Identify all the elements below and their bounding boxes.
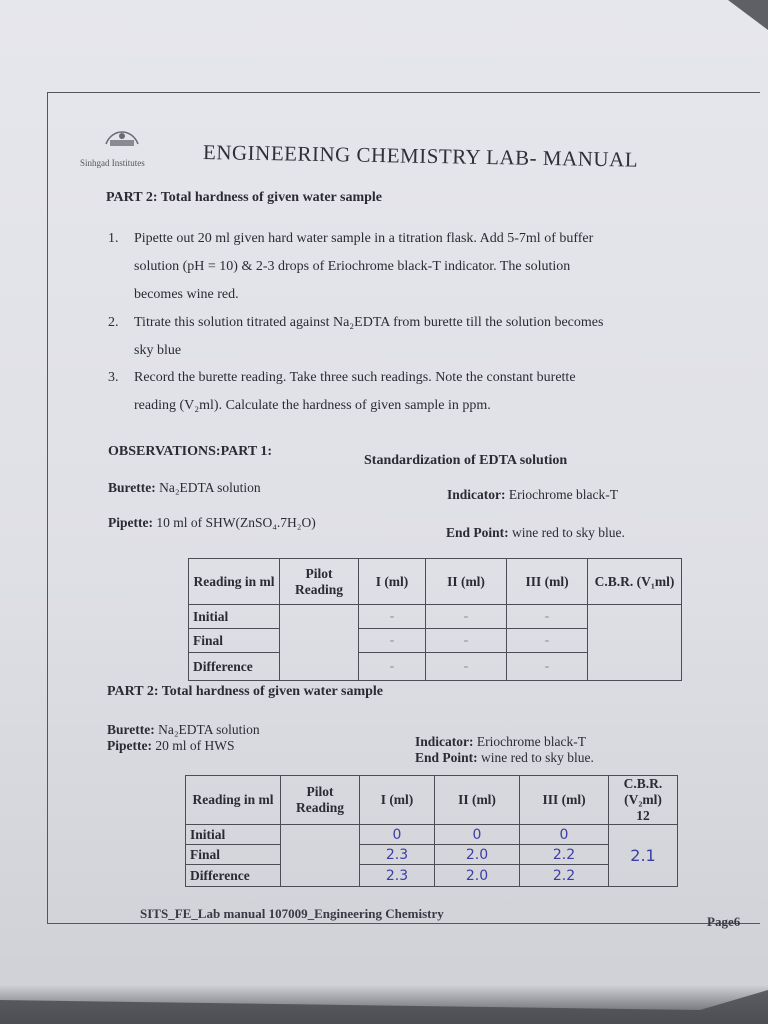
pilot-cell — [281, 825, 360, 887]
institute-logo — [92, 122, 152, 152]
row-label-initial: Initial — [189, 605, 280, 629]
row-label-initial: Initial — [186, 825, 281, 845]
table-header-row — [189, 559, 682, 605]
indicator-value: Eriochrome black-T — [508, 487, 618, 502]
handwritten-cell: 2.2 — [520, 865, 609, 887]
observation-table-1 — [188, 558, 682, 681]
table-cell: - — [507, 605, 588, 629]
burette-label: Burette: — [107, 722, 155, 737]
part2-heading: PART 2: Total hardness of given water sample — [106, 190, 383, 205]
row-label-final: Final — [186, 845, 281, 865]
burette-value: Na₂EDTA solution — [158, 722, 260, 737]
handwritten-cell: 2.0 — [435, 865, 520, 887]
burette-info — [108, 480, 261, 496]
col-cbr — [609, 776, 678, 825]
handwritten-cell: 0 — [360, 825, 435, 845]
col-reading: Reading in ml — [189, 559, 280, 605]
burette-info-2 — [107, 722, 260, 738]
col-ii: II (ml) — [435, 776, 520, 825]
cbr-cell — [588, 605, 682, 681]
table-cell: - — [507, 629, 588, 653]
table-cell: - — [507, 653, 588, 681]
row-label-difference: Difference — [189, 653, 280, 681]
step-line: sky blue — [134, 343, 182, 358]
handwritten-cell: 0 — [435, 825, 520, 845]
col-i: I (ml) — [360, 776, 435, 825]
page-number: Page6 — [707, 914, 741, 929]
col-pilot: Pilot Reading — [281, 776, 360, 825]
handwritten-cell: 2.3 — [360, 845, 435, 865]
endpoint-value: wine red to sky blue. — [481, 750, 594, 765]
pipette-value: 20 ml of HWS — [155, 738, 235, 753]
cbr-handwritten: 2.1 — [609, 825, 678, 887]
step-line: Record the burette reading. Take three such readings. Note the constant burette — [134, 370, 576, 385]
table-row — [189, 605, 682, 629]
row-label-difference: Difference — [186, 865, 281, 887]
pipette-info-2 — [107, 738, 234, 754]
col-iii: III (ml) — [520, 776, 609, 825]
step-line: Pipette out 20 ml given hard water sample in a titration flask. Add 5-7ml of buffer — [134, 231, 594, 246]
footer-text: SITS_FE_Lab manual 107009_Engineering Chemistry — [140, 906, 444, 921]
table-row — [186, 865, 678, 887]
table-cell: - — [426, 653, 507, 681]
burette-value: Na₂EDTA solution — [159, 480, 261, 495]
table-cell: - — [359, 629, 426, 653]
table-cell: - — [426, 629, 507, 653]
handwritten-cell: 0 — [520, 825, 609, 845]
burette-label: Burette: — [108, 480, 156, 495]
endpoint-info — [446, 525, 625, 541]
col-i: I (ml) — [359, 559, 426, 605]
standardization-heading: Standardization of EDTA solution — [364, 453, 568, 468]
endpoint-label: End Point: — [446, 525, 509, 540]
cbr-header: C.B.R. (V₂ml) — [623, 776, 663, 807]
pipette-info — [108, 515, 316, 531]
page-title: ENGINEERING CHEMISTRY LAB- MANUAL — [202, 140, 639, 172]
pipette-label: Pipette: — [108, 515, 153, 530]
step-number: 2. — [108, 315, 119, 330]
observation-table-2 — [185, 775, 678, 887]
indicator-info — [447, 487, 618, 503]
step-line: solution (pH = 10) & 2-3 drops of Eriochrome black-T indicator. The solution — [134, 259, 571, 274]
indicator-info-2 — [415, 734, 586, 750]
row-label-final: Final — [189, 629, 280, 653]
handwritten-cell: 2.3 — [360, 865, 435, 887]
cbr-value: 12 — [636, 808, 650, 823]
pipette-value: 10 ml of SHW(ZnSO₄.7H₂O) — [156, 515, 316, 530]
table-row — [186, 825, 678, 845]
table-row — [186, 845, 678, 865]
step-line: reading (V₂ml). Calculate the hardness of given sample in ppm. — [134, 398, 491, 413]
logo-caption: Sinhgad Institutes — [80, 158, 145, 168]
part2-observation-heading: PART 2: Total hardness of given water sample — [107, 684, 384, 699]
handwritten-cell: 2.2 — [520, 845, 609, 865]
col-ii: II (ml) — [426, 559, 507, 605]
handwritten-cell: 2.0 — [435, 845, 520, 865]
col-iii: III (ml) — [507, 559, 588, 605]
indicator-label: Indicator: — [415, 734, 474, 749]
pilot-cell — [280, 605, 359, 681]
indicator-label: Indicator: — [447, 487, 506, 502]
table-cell: - — [359, 605, 426, 629]
step-number: 1. — [108, 231, 119, 246]
pipette-label: Pipette: — [107, 738, 152, 753]
col-pilot: Pilot Reading — [280, 559, 359, 605]
table-cell: - — [359, 653, 426, 681]
observations-heading: OBSERVATIONS:PART 1: — [108, 444, 273, 459]
endpoint-info-2 — [415, 750, 594, 766]
table-header-row — [186, 776, 678, 825]
indicator-value: Eriochrome black-T — [476, 734, 586, 749]
endpoint-value: wine red to sky blue. — [512, 525, 625, 540]
step-line: Titrate this solution titrated against Na₂EDTA from burette till the solution becomes — [134, 315, 604, 330]
table-cell: - — [426, 605, 507, 629]
step-number: 3. — [108, 370, 119, 385]
step-line: becomes wine red. — [134, 287, 239, 302]
col-cbr: C.B.R. (V₁ml) — [588, 559, 682, 605]
page-shadow — [0, 985, 768, 1024]
endpoint-label: End Point: — [415, 750, 478, 765]
col-reading: Reading in ml — [186, 776, 281, 825]
